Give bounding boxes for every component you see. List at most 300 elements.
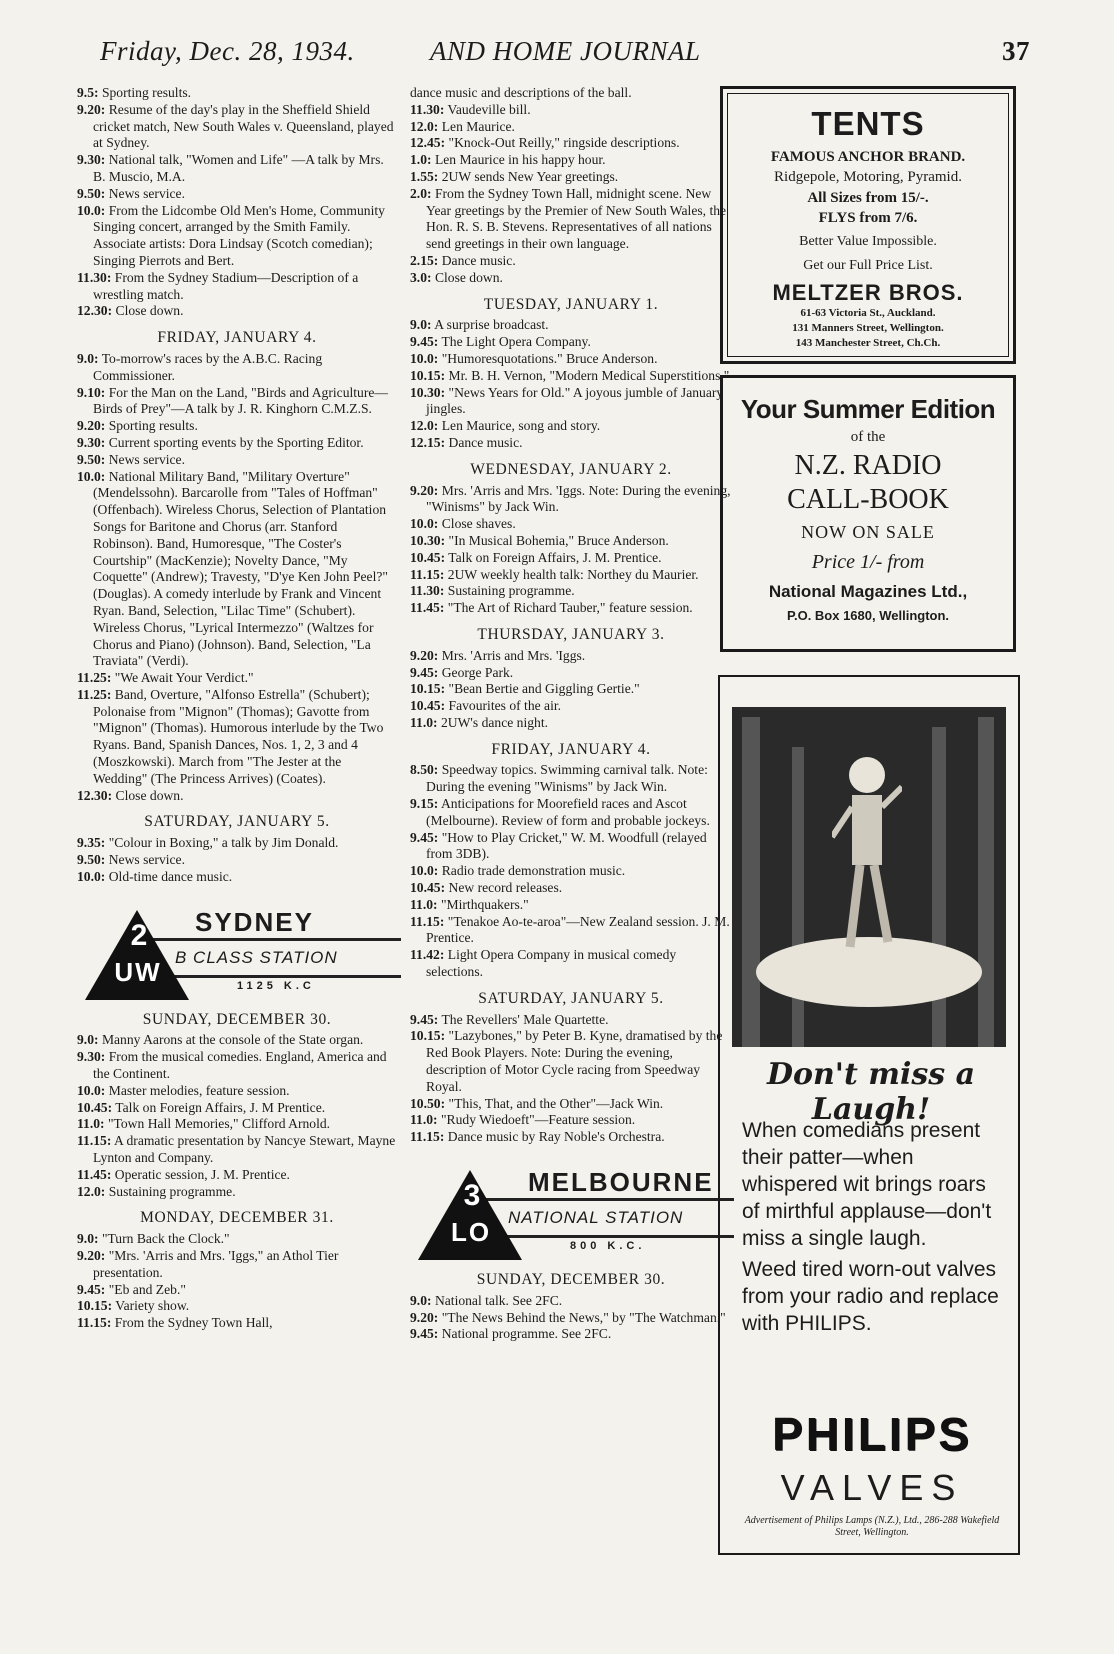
program-entry [410, 483, 732, 517]
program-time: 9.5: [77, 85, 99, 100]
program-description: From the Sydney Stadium—Description of a wrestling match. [93, 269, 359, 302]
ad-paragraph: When comedians present their patter—when whispered wit brings roars of mirthful applause—don't miss a single laugh. [742, 1119, 992, 1250]
program-time: 12.0: [410, 118, 439, 134]
program-time: 12.15: [410, 434, 446, 450]
station-number: 2 [130, 918, 148, 952]
program-entry [410, 119, 732, 136]
program-description: "How to Play Cricket," W. M. Woodfull (relayed from 3DB). [426, 829, 707, 862]
ad-types: Ridgepole, Motoring, Pyramid. [774, 169, 962, 185]
program-time: 9.20: [77, 1248, 106, 1264]
program-description: Sporting results. [101, 85, 192, 100]
program-description: "Lazybones," by Peter B. Kyne, dramatised by the Red Book Players. Note: During the evening, description of Motor Cycle racing from Speedway Royal. [426, 1028, 723, 1094]
program-time: 9.45: [410, 334, 439, 350]
program-description: "Colour in Boxing," a talk by Jim Donald. [108, 835, 339, 851]
program-description: From the musical comedies. England, America and the Continent. [93, 1049, 387, 1082]
day-heading: MONDAY, DECEMBER 31. [140, 1209, 334, 1227]
program-time: 10.0: [410, 863, 439, 879]
program-description: Mrs. 'Arris and Mrs. 'Iggs. [441, 647, 586, 663]
program-time: 11.15: [410, 1129, 445, 1145]
ad-paragraph: Weed tired worn-out valves from your radio and replace with PHILIPS. [742, 1258, 999, 1335]
program-entry [410, 253, 732, 270]
program-description: A dramatic presentation by Nancye Stewart, Mayne Lynton and Company. [93, 1133, 396, 1166]
program-description: Radio trade demonstration music. [441, 863, 626, 879]
ad-copy [742, 1117, 1004, 1341]
program-time: 9.20: [410, 647, 439, 663]
program-entry [77, 1133, 397, 1167]
program-time: 11.30: [77, 269, 112, 285]
program-description: Manny Aarons at the console of the State organ. [101, 1032, 364, 1048]
callbook-advertisement [720, 375, 1016, 652]
program-description: National Military Band, "Military Overture" (Mendelssohn). Barcarolle from "Tales of Hoffman" (Offenbach). Wireless Chorus, Selection of Plantation Songs for Baritone and Chorus (arr. Stanford Robinson). Band, Humoresque, "The Coster's Courtship" (MacKenzie); Novelty Dance, "My Coquette" (Andrew); Travesty, "D'ye Ken John Peel?" (Douglas). A comedy interlude by Frank and Vincent Ryan. Band, Selection, "Lilac Time" (Schubert). Wireless Chorus, "Lyrical Intermezzo" (Waltzes for Chorus and Piano) (Johnson). Band, Selection, "La Traviata" (Verdi). [93, 468, 388, 669]
program-description: Favourites of the air. [448, 698, 562, 714]
program-entry [77, 418, 397, 435]
program-list [410, 1293, 732, 1343]
philips-advertisement [718, 675, 1020, 1555]
program-entry [77, 1167, 397, 1184]
program-description: "Bean Bertie and Giggling Gertie." [448, 681, 640, 697]
program-time: 3.0: [410, 269, 432, 285]
program-time: 9.0: [77, 1032, 99, 1048]
station-number: 3 [463, 1179, 481, 1213]
station-class: NATIONAL STATION [508, 1208, 684, 1228]
program-time: 11.0: [410, 1112, 438, 1128]
program-entry [77, 1248, 397, 1282]
program-description: 2UW's dance night. [440, 714, 549, 730]
program-time: 10.15: [410, 367, 446, 383]
ad-address: P.O. Box 1680, Wellington. [786, 608, 950, 623]
program-description: From the Sydney Town Hall, midnight scene. New Year greetings by the Premier of New South Wales, the Hon. R. S. B. Stevens. Representatives of all nations send greetings in their own language. [426, 185, 727, 252]
program-description: A surprise broadcast. [434, 317, 549, 333]
program-list [410, 1012, 732, 1146]
program-description: "In Musical Bohemia," Bruce Anderson. [448, 532, 669, 548]
program-time: 10.0: [77, 468, 106, 484]
program-column-1 [77, 85, 397, 1332]
day-heading: SATURDAY, JANUARY 5. [144, 813, 330, 831]
program-description: "The News Behind the News," by "The Watchman." [441, 1309, 726, 1325]
program-description: "News Years for Old." A joyous jumble of January jingles. [426, 384, 724, 417]
program-time: 1.0: [410, 152, 432, 168]
program-time: 2.0: [410, 185, 432, 201]
program-entry [77, 186, 397, 203]
program-time: 10.0: [410, 350, 439, 366]
tree-trunk [978, 717, 994, 1047]
program-time: 10.0: [77, 868, 106, 884]
day-heading: FRIDAY, JANUARY 4. [491, 740, 651, 758]
program-time: 9.50: [77, 185, 106, 201]
program-time: 9.30: [77, 1049, 106, 1065]
program-time: 11.0: [410, 896, 438, 912]
program-entry [410, 270, 732, 287]
ad-title: Your Summer Edition [740, 394, 996, 424]
program-description: Current sporting events by the Sporting Editor. [108, 434, 364, 450]
tents-advertisement [720, 86, 1016, 364]
program-time: 10.0: [77, 202, 106, 218]
program-entry [77, 1184, 397, 1201]
program-description: Len Maurice in his happy hour. [434, 152, 606, 168]
program-entry [77, 1231, 397, 1248]
program-description: "Humoresquotations." Bruce Anderson. [441, 350, 658, 366]
program-entry [410, 796, 732, 830]
issue-date: Friday, Dec. 28, 1934. [100, 36, 355, 66]
program-entry [77, 1083, 397, 1100]
program-time: 9.20: [410, 1309, 439, 1325]
program-description: For the Man on the Land, "Birds and Agriculture—Birds of Prey"—A talk by J. R. Kinghorn C.M.Z.S. [93, 384, 388, 417]
tree-trunk [742, 717, 760, 1047]
ad-sale: NOW ON SALE [801, 522, 935, 542]
program-time: 11.25: [77, 686, 112, 702]
program-time: 11.15: [410, 566, 445, 582]
ad-product-line2: CALL-BOOK [787, 484, 949, 515]
program-entry [410, 698, 732, 715]
program-description: Len Maurice. [441, 118, 515, 134]
program-time: 9.45: [410, 829, 439, 845]
program-entry [410, 1112, 732, 1129]
program-column-2 [410, 85, 732, 1343]
program-time: 11.25: [77, 670, 112, 686]
program-entry [410, 914, 732, 948]
ad-sizes: All Sizes from 15/-. [807, 190, 929, 206]
program-time: 11.30: [410, 101, 445, 117]
program-entry [77, 687, 397, 788]
program-time: 9.50: [77, 852, 106, 868]
program-entry [77, 1049, 397, 1083]
program-description: Close shaves. [441, 516, 516, 532]
program-time: 9.20: [77, 418, 106, 434]
station-name: SYDNEY [195, 906, 314, 937]
program-description: 2UW weekly health talk: Northey du Maurier. [447, 566, 699, 582]
station-class: B CLASS STATION [175, 947, 338, 967]
program-time: 9.0: [77, 1231, 99, 1247]
program-entry [77, 1032, 397, 1049]
station-letters: LO [450, 1217, 492, 1248]
ad-company: MELTZER BROS. [772, 280, 964, 305]
program-time: 10.15: [410, 681, 446, 697]
program-time: 11.42: [410, 947, 445, 963]
program-entry [410, 516, 732, 533]
day-heading: THURSDAY, JANUARY 3. [477, 625, 665, 643]
comedian-illustration [732, 707, 1006, 1047]
ad-address: 61-63 Victoria St., Auckland. [800, 307, 936, 319]
program-description: Len Maurice, song and story. [441, 418, 601, 434]
program-list [410, 648, 732, 732]
program-entry [77, 788, 397, 805]
program-description: To-morrow's races by the A.B.C. Racing Commissioner. [93, 350, 323, 383]
program-description: Variety show. [115, 1298, 190, 1314]
program-time: 11.15: [77, 1133, 112, 1149]
journal-title: AND HOME JOURNAL [430, 36, 701, 66]
program-entry [410, 169, 732, 186]
program-time: 11.45: [77, 1166, 112, 1182]
program-entry [77, 869, 397, 886]
program-description: Dance music. [441, 252, 516, 268]
program-description: News service. [108, 185, 185, 201]
program-time: 11.45: [410, 600, 445, 616]
program-time: 11.30: [410, 583, 445, 599]
program-entry [77, 385, 397, 419]
program-time: 9.45: [77, 1281, 106, 1297]
program-entry [410, 418, 732, 435]
program-description: 2UW sends New Year greetings. [441, 168, 619, 184]
program-entry [410, 135, 732, 152]
program-entry [410, 715, 732, 732]
day-heading: WEDNESDAY, JANUARY 2. [470, 460, 672, 478]
program-entry [77, 270, 397, 304]
program-description: Light Opera Company in musical comedy selections. [426, 947, 677, 980]
program-list [77, 85, 397, 320]
ad-script-heading: Don't miss a Laugh! [766, 1057, 976, 1127]
program-description: National talk. See 2FC. [434, 1292, 563, 1308]
ad-brand: FAMOUS ANCHOR BRAND. [770, 149, 966, 165]
program-description: Sustaining programme. [447, 583, 575, 599]
program-list [410, 317, 732, 451]
ad-address: 131 Manners Street, Wellington. [792, 322, 944, 334]
program-description: Dance music by Ray Noble's Orchestra. [447, 1129, 665, 1145]
program-time: 9.0: [410, 317, 432, 333]
program-entry [77, 452, 397, 469]
program-time: 9.20: [410, 482, 439, 498]
program-description: National talk, "Women and Life" —A talk by Mrs. B. Muscio, M.A. [93, 152, 384, 184]
program-description: dance music and descriptions of the ball. [410, 85, 632, 100]
program-description: Talk on Foreign Affairs, J. M Prentice. [115, 1099, 326, 1115]
day-heading: SATURDAY, JANUARY 5. [478, 989, 664, 1007]
ad-product: VALVES [780, 1467, 964, 1508]
program-entry [410, 648, 732, 665]
program-entry [77, 351, 397, 385]
program-description: Sustaining programme. [108, 1183, 236, 1199]
ad-price-list: Get our Full Price List. [803, 258, 933, 273]
program-time: 9.35: [77, 835, 106, 851]
program-time: 9.45: [410, 664, 439, 680]
program-time: 10.0: [77, 1082, 106, 1098]
program-entry [410, 1012, 732, 1029]
page-number: 37 [1002, 36, 1030, 66]
program-entry [410, 102, 732, 119]
program-description: Mrs. 'Arris and Mrs. 'Iggs. Note: During the evening, "Winisms" by Jack Win. [426, 482, 731, 515]
program-entry [410, 385, 732, 419]
program-time: 10.45: [410, 549, 446, 565]
program-time: 11.15: [410, 913, 445, 929]
program-description: News service. [108, 451, 185, 467]
program-entry [410, 863, 732, 880]
program-entry [410, 152, 732, 169]
program-entry [410, 1096, 732, 1113]
program-entry [410, 830, 732, 864]
program-entry [77, 1100, 397, 1117]
program-entry [410, 567, 732, 584]
program-time: 9.10: [77, 384, 106, 400]
program-entry [77, 1282, 397, 1299]
ad-publisher: National Magazines Ltd., [768, 582, 968, 601]
program-entry [410, 533, 732, 550]
program-entry [77, 1315, 397, 1332]
program-description: From the Sydney Town Hall, [114, 1315, 273, 1331]
program-entry [410, 762, 732, 796]
program-description: "Mirthquakers." [440, 896, 529, 912]
station-name: MELBOURNE [528, 1167, 714, 1198]
program-time: 12.30: [77, 787, 113, 803]
program-entry [410, 665, 732, 682]
program-description: Resume of the day's play in the Sheffield Shield cricket match, New South Wales v. Queensland, played at Sydney. [93, 101, 394, 151]
program-time: 11.15: [77, 1315, 112, 1331]
program-entry [410, 1310, 732, 1327]
program-description: Mr. B. H. Vernon, "Modern Medical Superstitions." [448, 367, 730, 383]
program-description: "Mrs. 'Arris and Mrs. 'Iggs," an Athol Tier presentation. [93, 1248, 339, 1280]
day-heading: TUESDAY, JANUARY 1. [483, 295, 659, 313]
program-description: George Park. [441, 664, 514, 680]
program-list [410, 85, 732, 287]
program-list [77, 835, 397, 885]
program-description: "The Art of Richard Tauber," feature session. [447, 600, 693, 616]
program-time: 9.15: [410, 796, 439, 812]
program-time: 9.30: [77, 434, 106, 450]
program-description: Old-time dance music. [108, 868, 233, 884]
program-time: 9.20: [77, 101, 106, 117]
program-time: 11.0: [410, 714, 438, 730]
program-time: 10.30: [410, 532, 446, 548]
program-entry [410, 681, 732, 698]
program-description: Speedway topics. Swimming carnival talk. Note: During the evening "Winisms" by Jack Win. [426, 762, 708, 795]
program-time: 9.0: [410, 1292, 432, 1308]
program-entry [77, 435, 397, 452]
tree-trunk [792, 747, 804, 1047]
program-time: 10.0: [410, 516, 439, 532]
program-entry [410, 368, 732, 385]
day-heading: SUNDAY, DECEMBER 30. [142, 1010, 332, 1028]
program-time: 9.30: [77, 152, 106, 168]
program-description: Anticipations for Moorefield races and Ascot (Melbourne). Review of form and probable jockeys. [426, 796, 710, 828]
program-time: 9.45: [410, 1011, 439, 1027]
program-entry [410, 186, 732, 253]
program-entry [77, 303, 397, 320]
program-time: 9.45: [410, 1326, 439, 1342]
ad-of: of the [850, 429, 886, 445]
program-description: Close down. [434, 269, 503, 285]
program-description: "This, That, and the Other"—Jack Win. [448, 1095, 664, 1111]
program-list [77, 1032, 397, 1200]
program-time: 10.50: [410, 1095, 446, 1111]
program-description: "Tenakoe Ao-te-aroa"—New Zealand session. J. M. Prentice. [426, 913, 730, 946]
program-description: Band, Overture, "Alfonso Estrella" (Schubert); Polonaise from "Mignon" (Thomas); Gavotte from "Mignon" (Thomas). Humorous interlude by the Two Ryans. Band, Spanish Dances, Nos. 1, 2, 3 and 4 (Moszkowski). March from "The Jester at the Wedding" (The Princess Arrives) (Coates). [93, 686, 384, 786]
program-description: News service. [108, 852, 185, 868]
program-description: The Light Opera Company. [441, 334, 591, 350]
program-description: National programme. See 2FC. [441, 1326, 612, 1342]
program-description: "We Await Your Verdict." [114, 670, 254, 686]
program-entry [410, 334, 732, 351]
program-description: "Eb and Zeb." [108, 1281, 186, 1297]
ad-title: TENTS [811, 105, 925, 142]
program-time: 10.15: [410, 1028, 446, 1044]
philips-logo: PHILIPS [772, 1408, 972, 1460]
program-entry [410, 947, 732, 981]
program-entry [410, 1326, 732, 1343]
program-list [77, 351, 397, 805]
program-entry [77, 670, 397, 687]
program-entry [410, 600, 732, 617]
program-time: 10.15: [77, 1298, 113, 1314]
program-description: "Rudy Wiedoeft"—Feature session. [440, 1112, 636, 1128]
day-heading: FRIDAY, JANUARY 4. [157, 329, 317, 347]
ad-product-line1: N.Z. RADIO [794, 450, 942, 481]
program-time: 9.50: [77, 451, 106, 467]
program-list [77, 1231, 397, 1332]
program-entry [77, 1298, 397, 1315]
program-description: The Revellers' Male Quartette. [441, 1011, 609, 1027]
program-description: "Turn Back the Clock." [101, 1231, 230, 1247]
program-time: 1.55: [410, 168, 439, 184]
program-time: 10.45: [410, 880, 446, 896]
program-description: Operatic session, J. M. Prentice. [114, 1166, 290, 1182]
program-entry [410, 351, 732, 368]
station-frequency: 1125 K.C [237, 979, 315, 992]
program-time: 9.0: [77, 350, 99, 366]
program-entry [77, 102, 397, 152]
station-logo-2uw [77, 906, 397, 1002]
program-entry [77, 203, 397, 270]
program-entry [410, 1293, 732, 1310]
program-entry [410, 897, 732, 914]
program-entry [410, 550, 732, 567]
ad-price: Price 1/- from [811, 551, 925, 573]
ad-value: Better Value Impossible. [799, 234, 937, 249]
program-time: 8.50: [410, 762, 439, 778]
program-entry [410, 85, 732, 102]
program-entry [410, 317, 732, 334]
program-time: 12.0: [410, 418, 439, 434]
program-time: 12.30: [77, 303, 113, 319]
program-time: 2.15: [410, 252, 439, 268]
program-description: Close down. [115, 303, 184, 319]
ad-address: 143 Manchester Street, Ch.Ch. [795, 337, 941, 349]
page-header [100, 36, 1040, 72]
program-description: Vaudeville bill. [447, 101, 531, 117]
program-entry [410, 583, 732, 600]
station-letters: UW [114, 956, 162, 987]
program-time: 10.30: [410, 384, 446, 400]
program-entry [77, 852, 397, 869]
program-description: "Town Hall Memories," Clifford Arnold. [107, 1116, 331, 1132]
station-logo-3lo [410, 1167, 732, 1262]
station-frequency: 800 K.C. [570, 1240, 646, 1253]
program-description: "Knock-Out Reilly," ringside descriptions. [448, 135, 680, 151]
program-entry [410, 435, 732, 452]
ad-flys: FLYS from 7/6. [818, 210, 918, 226]
clown-figure [832, 747, 902, 957]
program-list [410, 483, 732, 617]
program-entry [77, 1116, 397, 1133]
program-entry [77, 835, 397, 852]
program-time: 10.45: [410, 698, 446, 714]
program-description: Master melodies, feature session. [108, 1082, 290, 1098]
program-entry [77, 469, 397, 671]
program-time: 12.45: [410, 135, 446, 151]
program-description: From the Lidcombe Old Men's Home, Community Singing concert, arranged by the Smith Family. Associate artists: Dora Lindsay (Scotch comedian); Singing Pierrots and Bert. [93, 202, 385, 268]
day-heading: SUNDAY, DECEMBER 30. [476, 1271, 666, 1289]
program-list [410, 762, 732, 980]
program-entry [410, 1028, 732, 1095]
program-time: 10.45: [77, 1099, 113, 1115]
program-time: 11.0: [77, 1116, 105, 1132]
program-entry [410, 880, 732, 897]
program-description: Sporting results. [108, 418, 198, 434]
program-description: Close down. [115, 787, 184, 803]
program-entry [77, 152, 397, 186]
program-time: 12.0: [77, 1183, 106, 1199]
program-description: New record releases. [448, 880, 563, 896]
program-description: Talk on Foreign Affairs, J. M. Prentice. [448, 549, 662, 565]
program-entry [410, 1129, 732, 1146]
ad-footer: Advertisement of Philips Lamps (N.Z.), Ltd., 286-288 Wakefield Street, Wellington. [744, 1515, 1000, 1538]
program-description: Dance music. [448, 434, 523, 450]
